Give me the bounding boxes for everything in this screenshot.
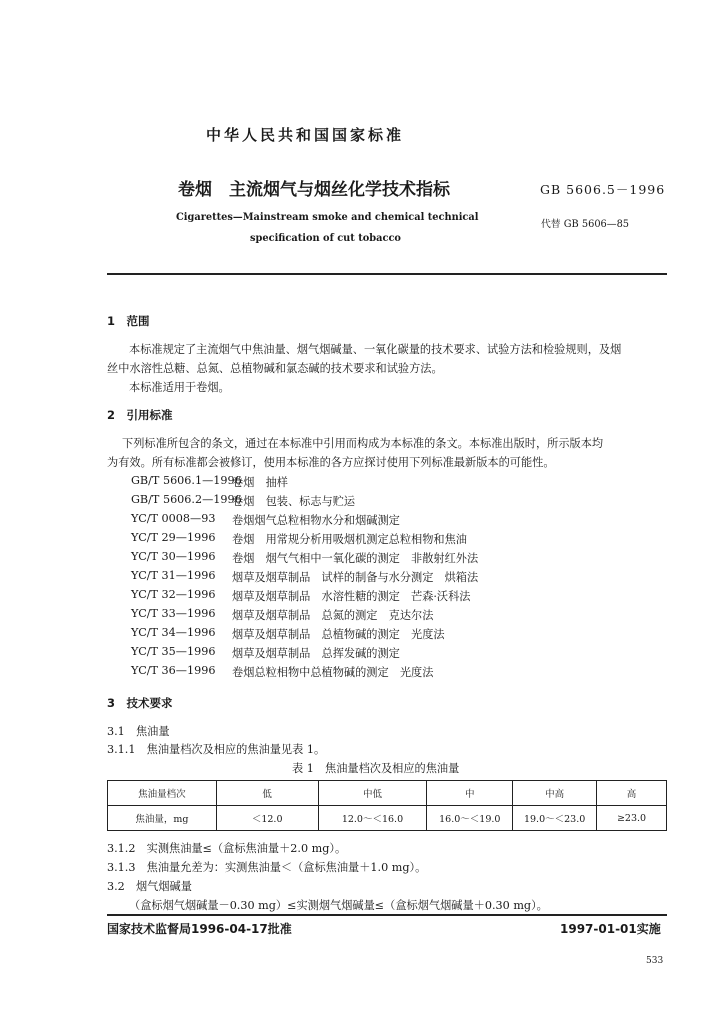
section-1-para-2: 本标准适用于卷烟。 — [129, 381, 230, 394]
table-caption: 表 1 焦油量档次及相应的焦油量 — [292, 762, 460, 775]
table-header-cell: 中 — [427, 781, 513, 806]
replaces-note: 代替 GB 5606—85 — [541, 219, 630, 230]
section-1-title: 1 范围 — [107, 314, 150, 328]
section-2-title: 2 引用标准 — [107, 408, 173, 422]
reference-title: 卷烟烟气总粒相物水分和烟碱测定 — [232, 514, 400, 527]
table-cell: 19.0～＜23.0 — [513, 806, 597, 831]
section-3-1: 3.1 焦油量 — [107, 725, 170, 738]
reference-code: YC/T 35—1996 — [131, 645, 216, 658]
reference-code: YC/T 29—1996 — [131, 531, 216, 544]
table-header-cell: 中高 — [513, 781, 597, 806]
reference-code: GB/T 5606.2—1996 — [131, 493, 242, 506]
section-2-para-1b: 为有效。所有标准都会被修订，使用本标准的各方应探讨使用下列标准最新版本的可能性。 — [107, 456, 555, 469]
english-title-line-2: specification of cut tobacco — [250, 233, 401, 244]
reference-title: 卷烟总粒相物中总植物碱的测定 光度法 — [232, 666, 434, 679]
document-number: GB 5606.5－1996 — [540, 182, 666, 197]
table-header-row — [108, 781, 667, 806]
section-3-2-text: （盒标烟气烟碱量－0.30 mg）≤实测烟气烟碱量≤（盒标烟气烟碱量＋0.30 mg）。 — [129, 899, 548, 912]
reference-title: 烟草及烟草制品 试样的制备与水分测定 烘箱法 — [232, 571, 479, 584]
table-header-cell: 高 — [597, 781, 667, 806]
table-header-cell: 低 — [216, 781, 318, 806]
header-rule — [107, 273, 667, 275]
reference-title: 卷烟 抽样 — [232, 476, 288, 489]
reference-title: 烟草及烟草制品 总植物碱的测定 光度法 — [232, 628, 445, 641]
reference-code: YC/T 32—1996 — [131, 588, 216, 601]
section-3-title: 3 技术要求 — [107, 696, 173, 710]
reference-code: YC/T 31—1996 — [131, 569, 216, 582]
table-header-cell: 中低 — [318, 781, 427, 806]
english-title-line-1: Cigarettes—Mainstream smoke and chemical technical — [176, 212, 479, 223]
section-3-1-2: 3.1.2 实测焦油量≤（盒标焦油量＋2.0 mg）。 — [107, 842, 347, 855]
reference-title: 烟草及烟草制品 水溶性糖的测定 芒森·沃科法 — [232, 590, 471, 603]
implementation-date: 1997-01-01实施 — [560, 922, 661, 936]
table-cell: ＜12.0 — [216, 806, 318, 831]
reference-code: YC/T 36—1996 — [131, 664, 216, 677]
page-number: 533 — [646, 956, 664, 966]
table-header-cell: 焦油量档次 — [108, 781, 217, 806]
section-3-1-3: 3.1.3 焦油量允差为：实测焦油量＜（盒标焦油量＋1.0 mg）。 — [107, 861, 427, 874]
footer-rule — [107, 914, 667, 916]
table-cell: 16.0～＜19.0 — [427, 806, 513, 831]
reference-title: 烟草及烟草制品 总氮的测定 克达尔法 — [232, 609, 434, 622]
reference-code: YC/T 30—1996 — [131, 550, 216, 563]
national-standard-title: 中华人民共和国国家标准 — [206, 126, 405, 144]
table-row-label: 焦油量，mg — [108, 806, 217, 831]
section-1-para-1a: 本标准规定了主流烟气中焦油量、烟气烟碱量、一氧化碳量的技术要求、试验方法和检验规则，及烟 — [129, 343, 622, 356]
reference-title: 烟草及烟草制品 总挥发碱的测定 — [232, 647, 400, 660]
reference-title: 卷烟 烟气气相中一氧化碳的测定 非散射红外法 — [232, 552, 479, 565]
section-1-para-1b: 丝中水溶性总糖、总氮、总植物碱和氯态碱的技术要求和试验方法。 — [107, 362, 443, 375]
section-2-para-1a: 下列标准所包含的条文，通过在本标准中引用而构成为本标准的条文。本标准出版时，所示版本均 — [122, 437, 604, 450]
section-3-2: 3.2 烟气烟碱量 — [107, 880, 192, 893]
table-row — [108, 806, 667, 831]
tar-grade-table — [107, 780, 667, 831]
reference-code: YC/T 0008—93 — [131, 512, 216, 525]
document-title: 卷烟 主流烟气与烟丝化学技术指标 — [178, 180, 450, 200]
section-3-1-1: 3.1.1 焦油量档次及相应的焦油量见表 1。 — [107, 743, 326, 756]
table-cell: 12.0～＜16.0 — [318, 806, 427, 831]
table-cell: ≥23.0 — [597, 806, 667, 831]
reference-title: 卷烟 用常规分析用吸烟机测定总粒相物和焦油 — [232, 533, 467, 546]
reference-title: 卷烟 包装、标志与贮运 — [232, 495, 356, 508]
approval-line: 国家技术监督局1996-04-17批准 — [107, 922, 292, 936]
reference-code: GB/T 5606.1—1996 — [131, 474, 242, 487]
reference-code: YC/T 34—1996 — [131, 626, 216, 639]
reference-code: YC/T 33—1996 — [131, 607, 216, 620]
